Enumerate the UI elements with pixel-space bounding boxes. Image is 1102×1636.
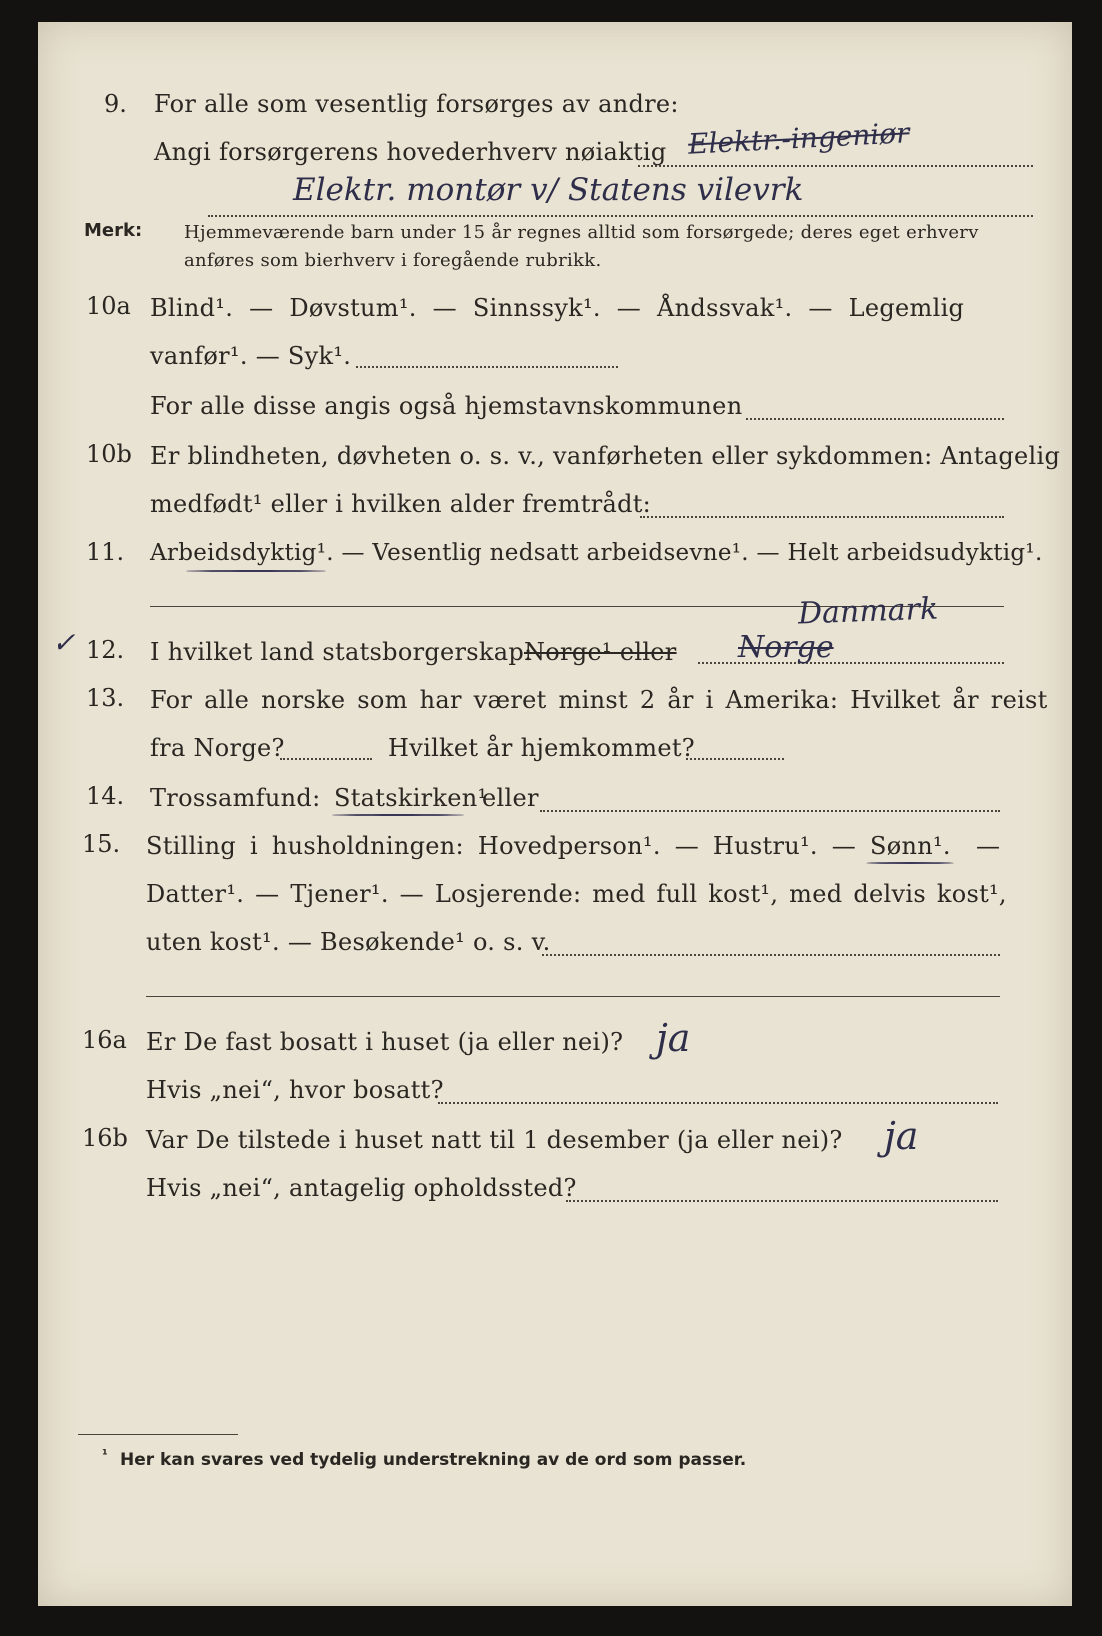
q12-checkmark: ✓ <box>52 626 76 659</box>
q12-struck-answer-norge: Norge <box>738 630 834 665</box>
q13-reist-line <box>280 758 372 760</box>
merk-line1: Hjemmeværende barn under 15 år regnes alltid som forsørgede; deres eget erhverv <box>184 222 979 243</box>
q12-text: I hvilket land statsborgerskap: <box>150 638 533 666</box>
q9-answer-line2 <box>208 215 1033 217</box>
q14-underline-statskirken <box>332 814 464 816</box>
q15-rule <box>146 996 1000 997</box>
q16a-line2: Hvis „nei“, hvor bosatt? <box>146 1076 444 1104</box>
q11-number: 11. <box>86 538 125 566</box>
q16b-opholdssted-line <box>566 1200 998 1202</box>
q9-struck-answer: Elektr.-ingeniør <box>687 116 911 161</box>
q10b-answer-line <box>640 516 1004 518</box>
q16a-answer: ja <box>656 1016 691 1060</box>
q9-number: 9. <box>104 90 127 118</box>
q16b-line2: Hvis „nei“, antagelig opholdssted? <box>146 1174 577 1202</box>
q16b-line1: Var De tilstede i huset natt til 1 desember (ja eller nei)? <box>146 1126 843 1154</box>
q11-text: Arbeidsdyktig¹. — Vesentlig nedsatt arbeidsevne¹. — Helt arbeidsudyktig¹. <box>150 540 1043 566</box>
q16a-bosatt-line <box>438 1102 998 1104</box>
q13-hjemkommet-line <box>686 758 784 760</box>
q15-sonn: Sønn¹. <box>870 832 951 860</box>
q16b-number: 16b <box>82 1124 128 1152</box>
q10a-hjemstavn-line <box>746 418 1004 420</box>
q14-answer-line <box>540 810 1000 812</box>
q10a-line3: For alle disse angis også hjemstavnskommunen <box>150 392 743 420</box>
q11-underline-arbeidsdyktig <box>186 570 326 572</box>
q14-eller: eller <box>482 784 539 812</box>
q15-underline-sonn <box>866 862 954 864</box>
q14-number: 14. <box>86 782 125 810</box>
merk-line2: anføres som bierhverv i foregående rubrikk. <box>184 250 602 271</box>
q10a-answer-line <box>356 366 618 368</box>
q10a-line1: Blind¹. — Døvstum¹. — Sinnssyk¹. — Åndssvak¹. — Legemlig <box>150 294 965 322</box>
q12-struck-norge: Norge¹ eller <box>524 638 677 666</box>
q9-line2: Angi forsørgerens hovederhverv nøiaktig <box>154 138 667 166</box>
q12-answer-danmark: Danmark <box>797 591 939 632</box>
footnote-mark: ¹ <box>102 1448 108 1463</box>
q15-number: 15. <box>82 830 121 858</box>
q16b-answer: ja <box>884 1114 919 1158</box>
q12-number: 12. <box>86 636 125 664</box>
q13-line1: For alle norske som har været minst 2 år i Amerika: Hvilket år reist <box>150 686 1048 714</box>
q13-number: 13. <box>86 684 125 712</box>
footnote-rule <box>78 1434 238 1435</box>
q10a-number: 10a <box>86 292 131 320</box>
q13-line2a: fra Norge? <box>150 734 285 762</box>
q9-handwritten-answer: Elektr. montør v/ Statens vilevrk <box>293 172 804 208</box>
footnote-text: Her kan svares ved tydelig understrekning av de ord som passer. <box>120 1450 747 1470</box>
q15-answer-line <box>542 954 1000 956</box>
q15-line3: uten kost¹. — Besøkende¹ o. s. v. <box>146 928 551 956</box>
q16a-line1: Er De fast bosatt i huset (ja eller nei)? <box>146 1028 624 1056</box>
q10b-line1: Er blindheten, døvheten o. s. v., vanførheten eller sykdommen: Antagelig <box>150 442 1061 470</box>
q9-line1: For alle som vesentlig forsørges av andre: <box>154 90 679 118</box>
q10b-line2: medfødt¹ eller i hvilken alder fremtrådt: <box>150 490 652 518</box>
q10a-line2: vanfør¹. — Syk¹. <box>150 342 352 370</box>
q9-answer-line1 <box>638 165 1033 167</box>
q10b-number: 10b <box>86 440 132 468</box>
q14-label: Trossamfund: <box>150 784 321 812</box>
q15-line2: Datter¹. — Tjener¹. — Losjerende: med full kost¹, med delvis kost¹, <box>146 880 1007 908</box>
q16a-number: 16a <box>82 1026 127 1054</box>
q15-line1a: Stilling i husholdningen: Hovedperson¹. — Hustru¹. — <box>146 832 857 860</box>
q13-line2b: Hvilket år hjemkommet? <box>388 734 695 762</box>
q15-dash: — <box>976 832 1001 860</box>
merk-label: Merk: <box>84 220 143 241</box>
census-form-page <box>38 22 1072 1606</box>
q14-statskirken: Statskirken¹ <box>334 784 488 812</box>
